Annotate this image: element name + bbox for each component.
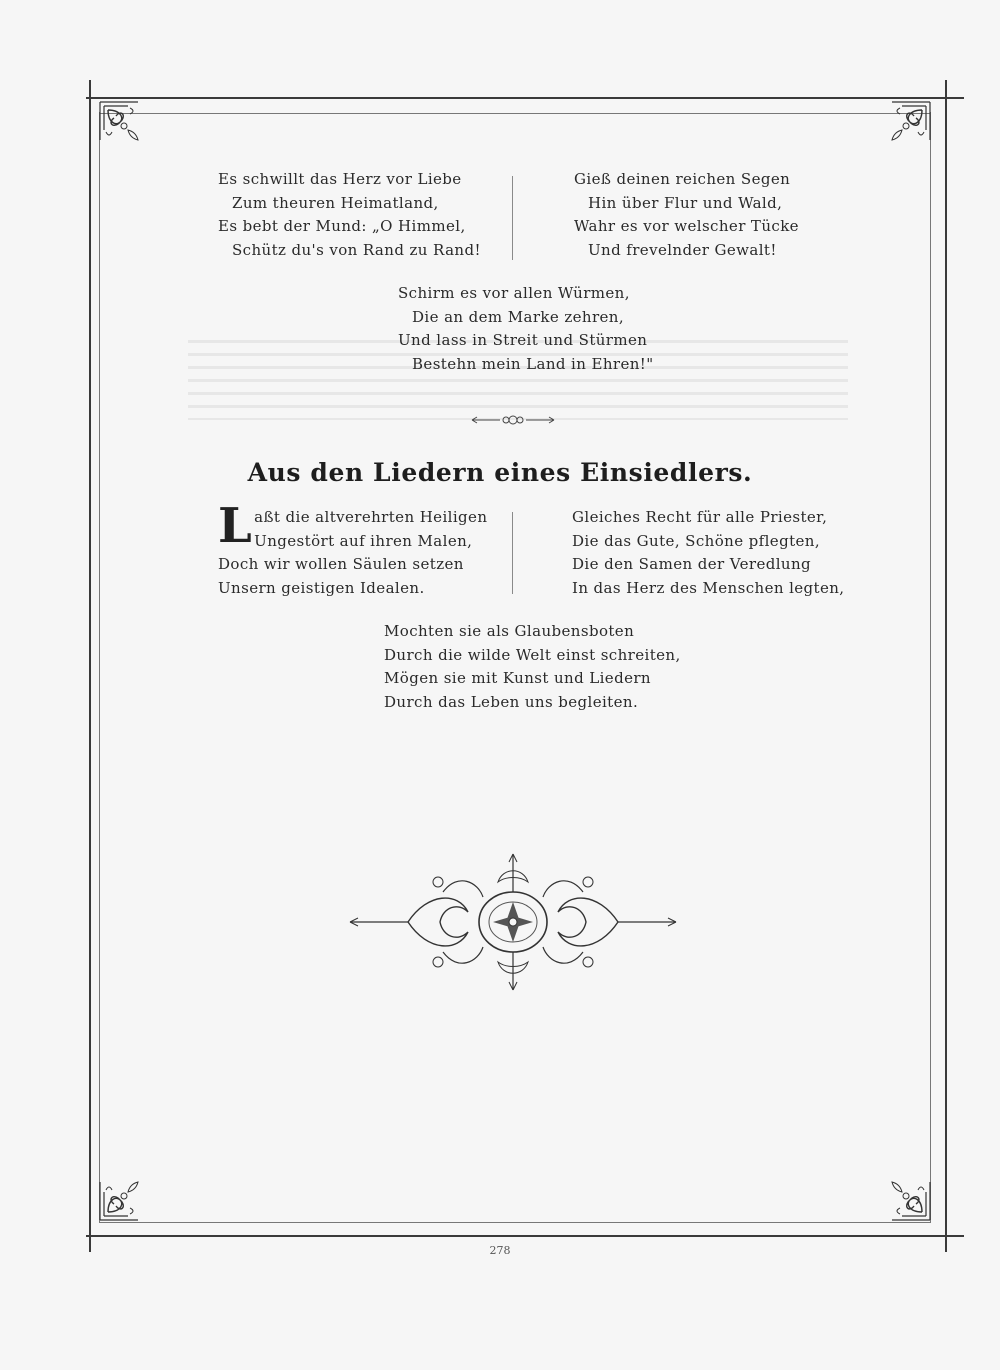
verse-line: Doch wir wollen Säulen setzen: [218, 555, 464, 573]
verse-line: Unsern geistigen Idealen.: [218, 578, 425, 597]
drop-cap-letter: L: [218, 498, 253, 554]
poem2-center-stanza: [384, 620, 681, 714]
frame-right-inner-rule: [930, 112, 931, 1223]
verse-line: Und lass in Streit und Stürmen: [398, 331, 648, 349]
verse-line: Durch die wilde Welt einst schreiten,: [384, 645, 681, 664]
verse-line: Bestehn mein Land in Ehren!": [412, 354, 654, 373]
verse-line: Gleiches Recht für alle Priester,: [572, 508, 828, 526]
verse-line: Die an dem Marke zehren,: [412, 307, 625, 326]
verse-line: Zum theuren Heimatland,: [232, 193, 439, 212]
verse-line: Es bebt der Mund: „O Himmel,: [218, 217, 466, 235]
verse-line: Hin über Flur und Wald,: [588, 193, 783, 212]
small-divider-ornament-icon: [470, 412, 556, 428]
frame-left-rule: [89, 80, 91, 1252]
poem2-left-stanza: [218, 498, 488, 600]
verse-line: Gieß deinen reichen Segen: [574, 170, 791, 188]
frame-right-rule: [945, 80, 947, 1252]
floral-vignette-ornament-icon: [348, 852, 678, 992]
corner-ornament-bottom-left-icon: [98, 1172, 148, 1222]
poem2-column-divider: [512, 512, 513, 594]
verse-line: aßt die altverehrten Heiligen: [254, 508, 488, 526]
verse-line: Durch das Leben uns begleiten.: [384, 692, 639, 711]
frame-bottom-inner-rule: [100, 1222, 930, 1223]
verse-line: Es schwillt das Herz vor Liebe: [218, 170, 462, 188]
verse-line: Und frevelnder Gewalt!: [588, 240, 777, 259]
verse-line: Mögen sie mit Kunst und Liedern: [384, 669, 651, 687]
verse-line: Wahr es vor welscher Tücke: [574, 217, 799, 235]
corner-ornament-top-right-icon: [882, 100, 932, 150]
poem2-right-stanza: [572, 506, 844, 600]
poem-title: Aus den Liedern eines Einsiedlers.: [247, 458, 753, 487]
verse-line: Schütz du's von Rand zu Rand!: [232, 240, 481, 259]
verse-line: Schirm es vor allen Würmen,: [398, 284, 630, 302]
verse-line: Die das Gute, Schöne pflegten,: [572, 531, 821, 550]
verse-line: Ungestört auf ihren Malen,: [254, 531, 473, 550]
frame-top-inner-rule: [100, 113, 930, 114]
verse-line: In das Herz des Menschen legten,: [572, 578, 845, 597]
poem1-column-divider: [512, 176, 513, 260]
frame-bottom-rule: [86, 1235, 964, 1237]
page-number: 278: [489, 1244, 511, 1257]
poem1-left-stanza: [218, 168, 481, 262]
verse-line: Die den Samen der Veredlung: [572, 555, 812, 573]
poem1-right-stanza: [574, 168, 799, 262]
corner-ornament-bottom-right-icon: [882, 1172, 932, 1222]
poem1-center-stanza: [398, 282, 654, 376]
frame-left-inner-rule: [99, 112, 100, 1223]
corner-ornament-top-left-icon: [98, 100, 148, 150]
verse-line: Mochten sie als Glaubensboten: [384, 622, 635, 640]
frame-top-rule: [86, 97, 964, 99]
